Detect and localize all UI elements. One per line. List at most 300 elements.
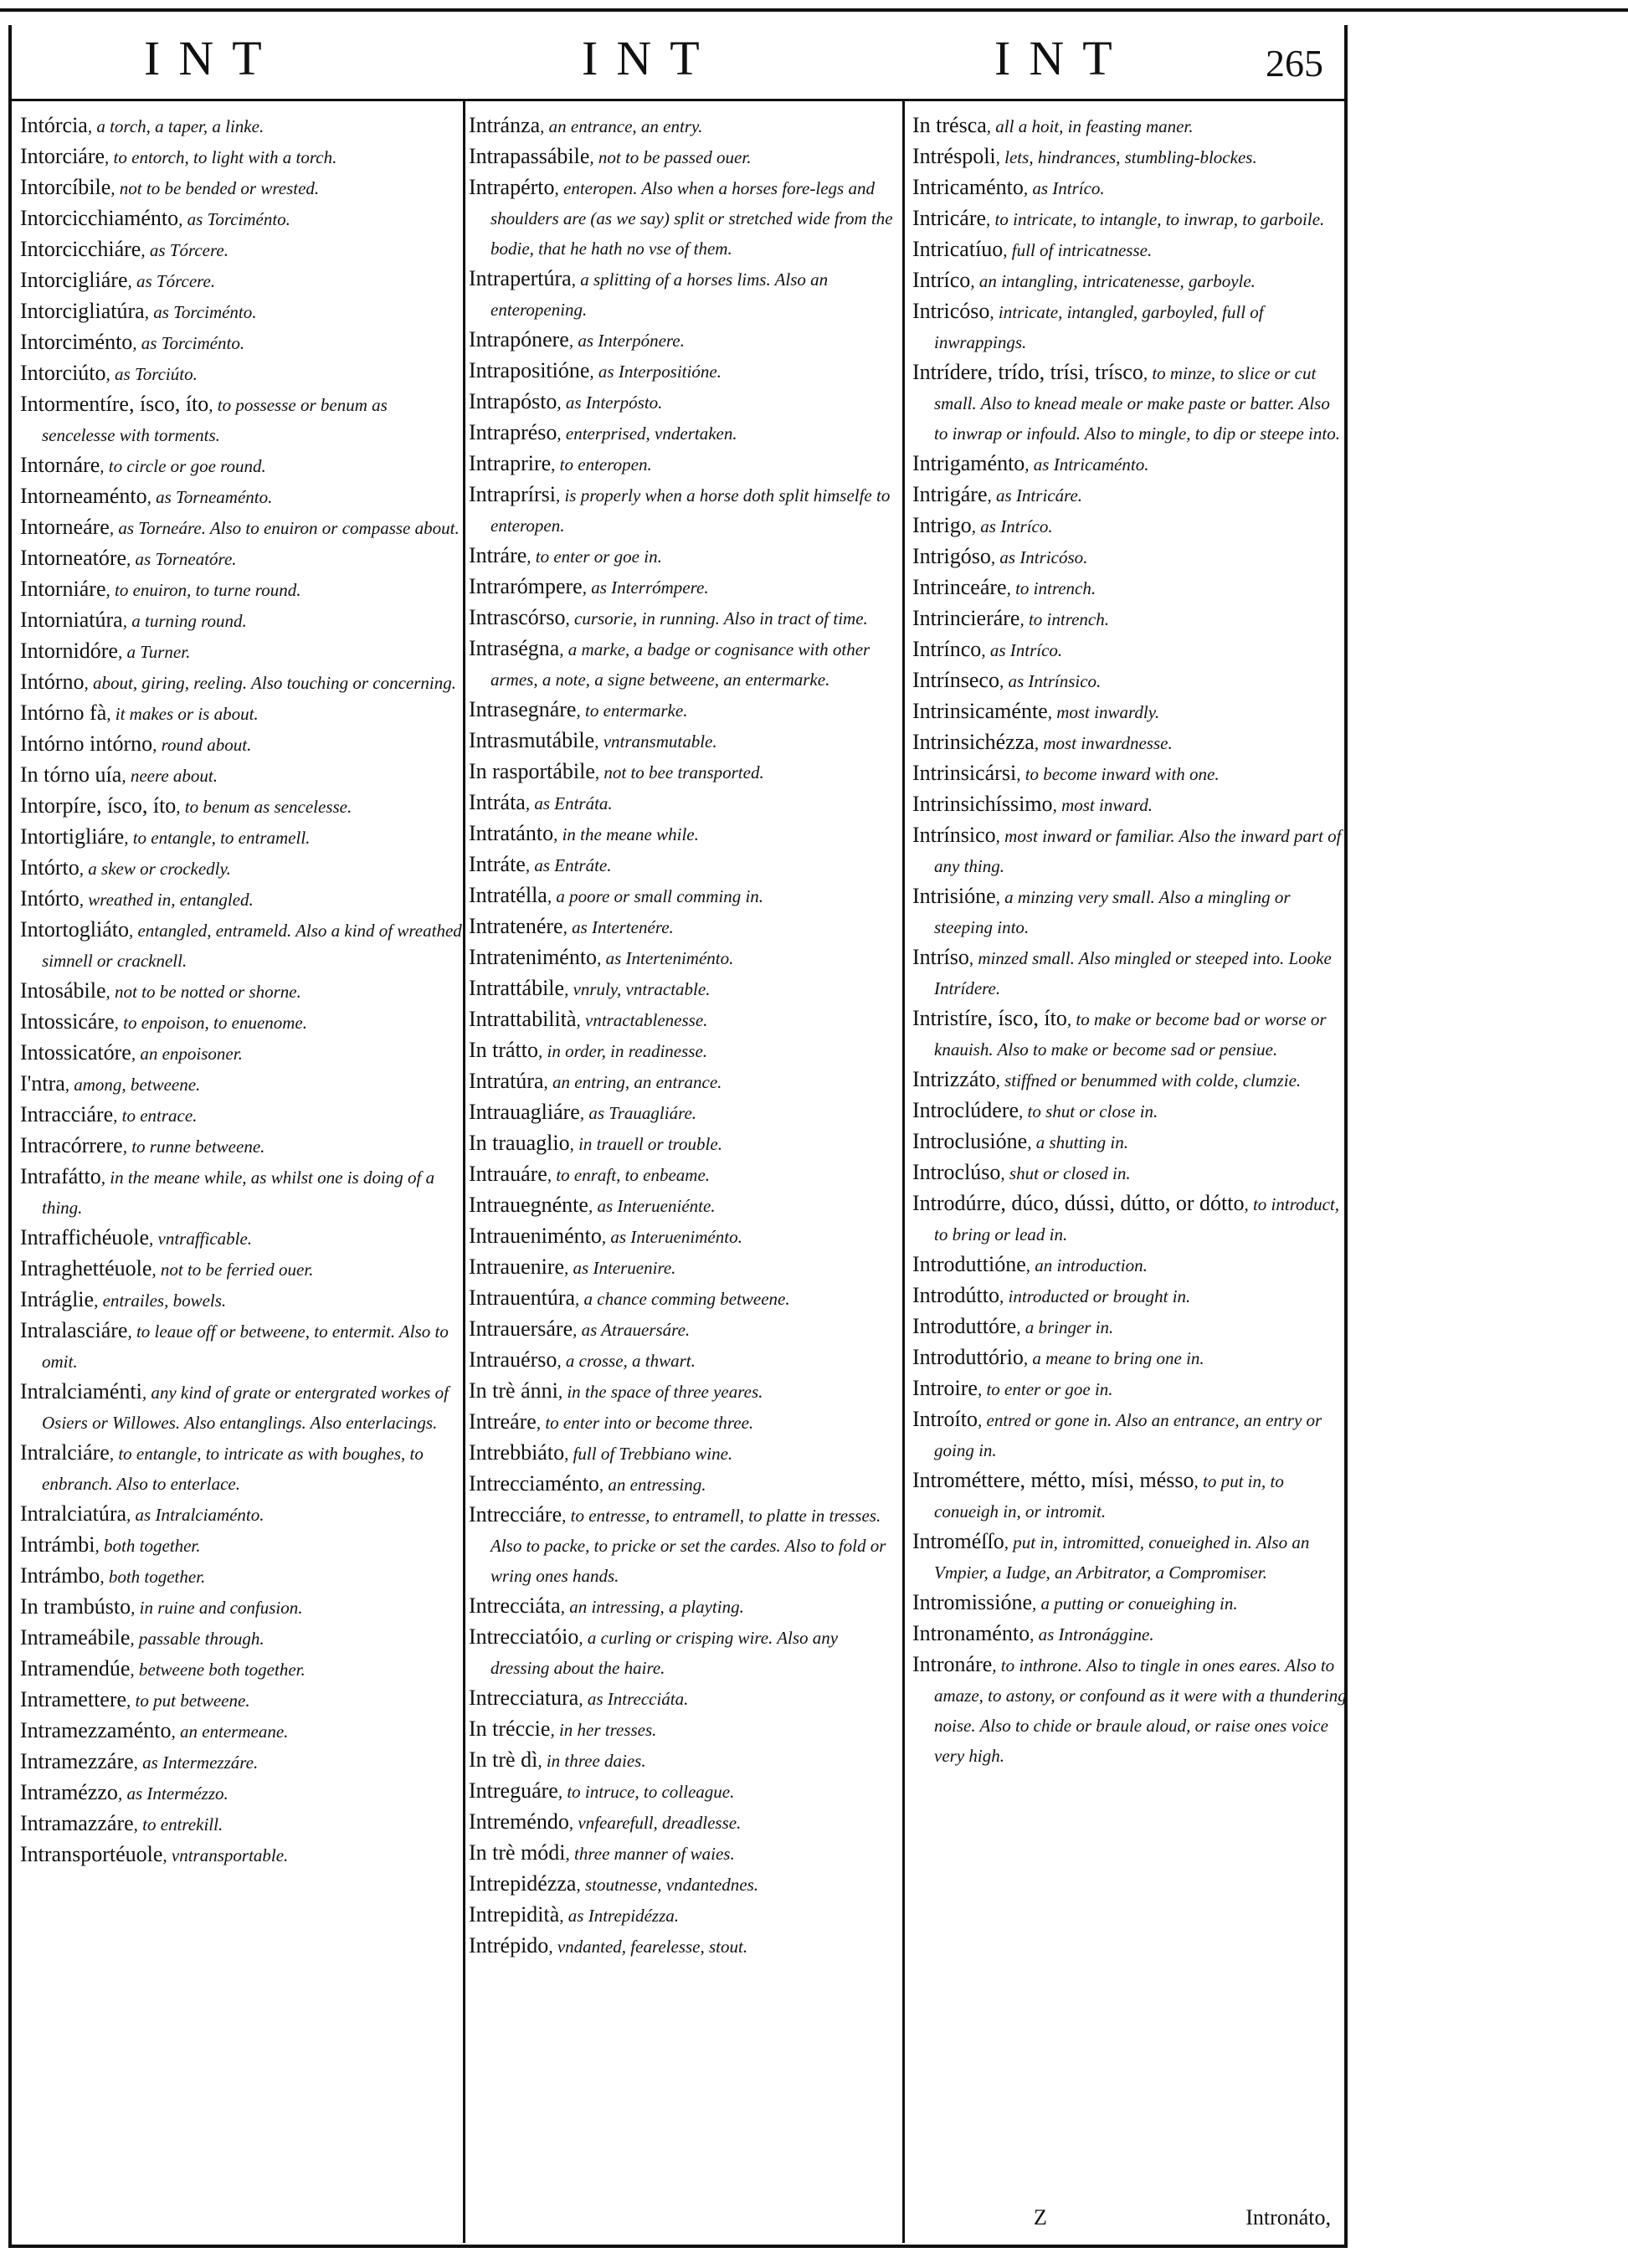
dictionary-entry [20,1685,462,1716]
entry-definition: , to introduct, to bring or lead in. [934,1194,1340,1244]
entry-headword: Intrigo [912,513,972,537]
entry-definition: , minzed small. Also mingled or steeped into. Looke Intrídere. [934,948,1332,998]
dictionary-entry [469,1469,894,1500]
entry-definition: , to entrace. [113,1106,198,1126]
dictionary-entry [20,543,462,574]
dictionary-entry [20,1530,462,1561]
dictionary-entry [912,172,1348,203]
entry-definition: , as Tórcere. [141,240,229,260]
entry-headword: Intraprire [469,451,552,475]
entry-headword: Intraségna [469,636,560,660]
dictionary-entry [20,1007,462,1038]
dictionary-entry [912,1188,1348,1249]
entry-headword: Intossicáre [20,1009,115,1034]
dictionary-entry [912,1373,1348,1404]
entry-headword: Introíto [912,1407,978,1431]
entry-headword: Intratélla [469,883,547,907]
dictionary-entry [20,481,462,512]
entry-headword: Intrafátto [20,1164,101,1188]
top-border [0,8,1628,12]
dictionary-entry [469,480,894,541]
entry-definition: , a turning round. [122,611,247,631]
entry-definition: , as Interueniménto. [601,1227,742,1247]
entry-headword: Intréspoli [912,144,996,168]
entry-definition: , in ruine and confusion. [131,1598,303,1618]
column-3 [912,110,1348,1771]
dictionary-entry [469,849,894,880]
entry-definition: , to entresse, to entramell, to platte in tresses. Also to packe, to pricke or set the cardes. Also to fold or wring ones hands. [490,1506,886,1586]
entry-headword: Intrauérso [469,1347,557,1372]
entry-headword: Intránza [469,113,541,137]
dictionary-entry [20,791,462,822]
entry-definition: , vnruly, vntractable. [564,979,711,999]
entry-headword: Intrépido [469,1933,549,1958]
entry-definition: , to intrench. [1019,609,1110,629]
signature-mark: Z [1034,2205,1047,2230]
dictionary-entry [912,1404,1348,1465]
entry-headword: Intorneaménto [20,484,147,508]
entry-headword: Intrauagliáre [469,1100,580,1124]
entry-headword: Intrapertúra [469,266,572,290]
entry-definition: , as Intrepidézza. [559,1906,680,1926]
dictionary-entry [20,822,462,853]
entry-definition: , to make or become bad or worse or knauish. Also to make or become sad or pensiue. [934,1009,1327,1060]
entry-definition: , as Tórcere. [127,271,216,291]
entry-definition: , to intricate, to intangle, to inwrap, to garboile. [986,209,1325,229]
dictionary-entry [469,1838,894,1869]
entry-headword: Intrigaménto [912,451,1025,475]
dictionary-entry [20,172,462,203]
dictionary-entry [469,788,894,818]
entry-headword: Intraprírsi [469,482,556,506]
entry-headword: Intrauersáre [469,1316,573,1341]
dictionary-entry [469,1376,894,1407]
dictionary-entry [912,1619,1348,1650]
entry-definition: , a bringer in. [1016,1317,1114,1337]
dictionary-entry [469,1252,894,1283]
dictionary-entry [912,449,1348,480]
entry-definition: , to minze, to slice or cut small. Also to knead meale or make paste or batter. Also to inwrap or infould. Also to mingle, to dip or steepe into. [934,363,1340,444]
entry-headword: Intristíre, ísco, íto [912,1006,1067,1030]
dictionary-entry [469,1128,894,1159]
entry-headword: Intramendúe [20,1656,131,1680]
dictionary-entry [20,574,462,605]
entry-headword: Intrinsicársi [912,761,1017,785]
entry-headword: Intrauáre [469,1162,547,1186]
entry-headword: Intrizzáto [912,1067,996,1091]
entry-headword: Intrauenire [469,1255,565,1279]
entry-definition: , among, betweene. [64,1075,201,1095]
entry-definition: , an entrance, an entry. [540,116,703,136]
dictionary-entry [20,1377,462,1438]
dictionary-entry [469,942,894,973]
entry-headword: Intronaménto [912,1621,1030,1645]
entry-definition: , entred or gone in. Also an entrance, an entry or going in. [934,1410,1322,1460]
entry-headword: Intrínco [912,637,982,661]
entry-definition: , vntrafficable. [149,1229,253,1249]
entry-headword: Intralciaménti [20,1379,142,1403]
dictionary-entry [912,1249,1348,1280]
dictionary-entry [469,264,894,325]
entry-headword: Intraueniménto [469,1224,602,1248]
entry-headword: In trauaglio [469,1131,570,1155]
entry-definition: , not to be passed ouer. [589,147,752,167]
dictionary-entry [20,265,462,296]
dictionary-entry [20,915,462,976]
entry-headword: In trambústo [20,1594,131,1619]
entry-definition: , a poore or small comming in. [547,886,764,906]
entry-headword: Intraghettéuole [20,1256,152,1280]
entry-definition: , vndanted, fearelesse, stout. [548,1937,748,1957]
entry-headword: In trésca [912,113,987,137]
entry-definition: , enterprised, vndertaken. [557,423,737,444]
entry-definition: , to runne betweene. [122,1137,265,1157]
dictionary-entry [912,942,1348,1003]
dictionary-entry [912,1157,1348,1188]
entry-definition: , as Torneaménto. [146,487,273,507]
dictionary-entry [20,729,462,760]
entry-headword: Intrarómpere [469,574,583,598]
dictionary-entry [469,172,894,264]
entry-headword: Intramezzaménto [20,1718,172,1742]
entry-definition: , both together. [95,1536,201,1556]
entry-headword: Introduttóre [912,1314,1017,1338]
entry-definition: , all a hoit, in feasting maner. [986,116,1194,136]
entry-definition: , as Torneatóre. [126,549,237,569]
entry-headword: Intrebbiáto [469,1440,565,1465]
dictionary-entry [469,541,894,572]
dictionary-entry [469,356,894,387]
entry-definition: , to enteropen. [551,454,652,475]
dictionary-entry [20,327,462,358]
dictionary-entry [912,357,1348,449]
entry-headword: Intossicatóre [20,1040,131,1065]
entry-headword: Introdútto [912,1283,999,1307]
dictionary-entry [469,1900,894,1931]
entry-headword: Intorniáre [20,577,106,601]
dictionary-entry [912,1342,1348,1373]
page-footer [912,2205,1348,2239]
entry-definition: , to put betweene. [126,1691,250,1711]
dictionary-entry [469,1066,894,1097]
dictionary-entry [469,973,894,1004]
running-head-right: INT [994,31,1131,85]
dictionary-entry [912,665,1348,696]
entry-definition: , as Intricaménto. [1025,454,1149,475]
entry-headword: Intórcia [20,113,88,137]
dictionary-entry [469,418,894,449]
dictionary-entry [912,541,1348,572]
entry-headword: Intorcicchiáre [20,237,141,261]
entry-headword: Intórto [20,886,80,911]
dictionary-entry [912,1096,1348,1126]
entry-headword: Introclúso [912,1160,1001,1184]
entry-headword: Intracciáre [20,1102,114,1126]
entry-headword: Intreméndo [469,1809,569,1834]
entry-definition: , to leaue off or betweene, to entermit. Also to omit. [42,1321,449,1372]
entry-headword: Intrigóso [912,544,991,568]
entry-headword: Intrapassábile [469,144,590,168]
entry-definition: , about, giring, reeling. Also touching or concerning. [84,673,457,693]
dictionary-entry [20,512,462,543]
entry-definition: , as Intricóso. [990,547,1088,567]
page-number: 265 [1266,42,1323,85]
dictionary-entry [20,1316,462,1377]
dictionary-entry [912,1465,1348,1527]
dictionary-entry [469,1869,894,1900]
dictionary-entry [912,265,1348,296]
entry-headword: Intrínsico [912,823,996,847]
column-1 [20,110,462,1870]
entry-definition: , to become inward with one. [1016,764,1220,784]
dictionary-entry [469,110,894,141]
entry-definition: , as Entráta. [525,793,613,813]
entry-headword: Intrapréso [469,420,557,444]
entry-definition: , as Torciménto. [132,333,245,353]
entry-definition: , to entrekill. [133,1814,223,1834]
entry-definition: , as Intronággine. [1030,1624,1154,1645]
entry-headword: Intricaménto [912,175,1024,199]
dictionary-entry [469,1283,894,1314]
entry-definition: , as Intricáre. [987,485,1083,505]
entry-definition: , a shutting in. [1027,1132,1128,1152]
dictionary-entry [20,110,462,141]
entry-definition: , as Interuenire. [564,1258,676,1278]
entry-headword: Intransportéuole [20,1842,163,1866]
entry-definition: , in the meane while. [553,824,699,844]
entry-headword: Intrecciaménto [469,1471,599,1496]
dictionary-entry [469,572,894,603]
entry-headword: Intrinsicaménte [912,699,1048,723]
entry-definition: , an entressing. [598,1475,706,1495]
entry-headword: In trátto [469,1038,539,1062]
dictionary-entry [912,696,1348,727]
dictionary-entry [20,234,462,265]
entry-headword: Introire [912,1376,978,1400]
entry-definition: , enteropen. Also when a horses fore-legs and shoulders are (as we say) split or stretched wide from the bodie, that he hath no vse of them. [490,178,893,259]
entry-headword: In trè dì [469,1747,538,1772]
entry-headword: Intórno [20,670,85,694]
dictionary-entry [469,1500,894,1591]
entry-headword: In tréccie [469,1716,551,1741]
dictionary-entry [469,818,894,849]
entry-definition: , in the meane while, as whilst one is doing of a thing. [42,1167,435,1218]
dictionary-entry [912,141,1348,172]
dictionary-entry [20,1069,462,1100]
entry-headword: Intrepidézza [469,1871,577,1896]
entry-definition: , as Entráte. [525,855,612,875]
entry-definition: , to entermarke. [576,700,688,721]
entry-headword: Intreguáre [469,1778,558,1803]
entry-definition: , is properly when a horse doth split himselfe to enteropen. [490,485,891,536]
entry-definition: , as Interpósto. [557,393,663,413]
entry-definition: , as Torciménto. [144,302,257,322]
entry-headword: Intrinsichézza [912,730,1035,754]
entry-headword: Intorciúto [20,361,106,385]
entry-headword: Intorcigliatúra [20,299,145,323]
dictionary-entry [20,203,462,234]
entry-definition: , most inwardnesse. [1034,733,1173,753]
entry-definition: , to benum as sencelesse. [176,797,352,817]
entry-definition: , full of intricatnesse. [1003,240,1153,260]
dictionary-entry [912,480,1348,511]
entry-headword: Intorciménto [20,330,133,354]
entry-headword: Intortigliáre [20,824,125,849]
entry-headword: Intrinceáre [912,575,1007,599]
entry-definition: , an entermeane. [171,1722,289,1742]
entry-definition: , an intressing, a playting. [560,1597,744,1617]
entry-headword: Intralciatúra [20,1501,127,1526]
entry-headword: Intrasmutábile [469,728,595,752]
entry-headword: Intorcíbile [20,175,111,199]
entry-headword: Intrecciáta [469,1593,561,1618]
entry-headword: Introclusióne [912,1129,1028,1153]
entry-headword: Intornáre [20,453,100,477]
dictionary-entry [20,760,462,791]
entry-headword: Intramezzáre [20,1749,134,1773]
entry-definition: , a crosse, a thwart. [557,1351,696,1371]
entry-definition: , both together. [100,1567,206,1587]
dictionary-entry [912,203,1348,234]
entry-definition: , to intrench. [1006,578,1096,598]
entry-headword: Intorneáre [20,515,110,539]
entry-definition: , entangled, entrameld. Also a kind of wreathed simnell or cracknell. [42,921,462,971]
entry-headword: Intraffichéuole [20,1225,149,1249]
dictionary-entry [20,1499,462,1530]
entry-definition: , a chance comming betweene. [575,1289,790,1309]
entry-headword: Intorneatóre [20,546,127,570]
dictionary-entry [20,884,462,915]
entry-headword: Intrapérto [469,175,555,199]
dictionary-entry [20,1223,462,1254]
entry-definition: , entrailes, bowels. [94,1291,227,1311]
entry-definition: , passable through. [130,1629,264,1649]
entry-definition: , as Intralciaménto. [126,1505,264,1525]
dictionary-entry [20,1285,462,1316]
dictionary-entry [20,667,462,698]
entry-headword: Intralasciáre [20,1318,128,1342]
dictionary-entry [469,1745,894,1776]
dictionary-entry [912,881,1348,942]
entry-headword: Intrameábile [20,1625,131,1650]
dictionary-entry [20,853,462,884]
entry-definition: , as Torneáre. Also to enuiron or compasse about. [109,518,460,538]
dictionary-entry [20,1623,462,1654]
dictionary-entry [20,1438,462,1499]
dictionary-entry [912,758,1348,789]
entry-definition: , shut or closed in. [1000,1163,1131,1183]
entry-headword: Intricóso [912,299,990,323]
entry-headword: Intricáre [912,206,987,230]
entry-headword: Intrámbi [20,1532,95,1557]
entry-definition: , a skew or crockedly. [79,859,231,879]
dictionary-entry [912,820,1348,881]
entry-headword: Intrídere, trído, trísi, trísco [912,360,1143,384]
entry-definition: , wreathed in, entangled. [79,890,254,910]
entry-definition: , to entangle, to intricate as with boughes, to enbranch. Also to enterlace. [42,1444,424,1494]
entry-headword: Introduttório [912,1345,1024,1369]
dictionary-entry [912,603,1348,634]
entry-definition: , vntransmutable. [594,731,717,752]
entry-headword: Intramettere [20,1687,127,1711]
entry-definition: , a marke, a badge or cognisance with other armes, a note, a signe betweene, an entermarke. [490,639,870,690]
entry-definition: , to enter into or become three. [536,1413,754,1433]
entry-definition: , any kind of grate or entergrated workes of Osiers or Willowes. Also entanglings. Also enterlacings. [42,1383,449,1433]
entry-headword: Intrinsichíssimo [912,792,1053,816]
entry-definition: , a curling or crisping wire. Also any dressing about the haire. [490,1628,839,1678]
entry-definition: , to shut or close in. [1019,1101,1158,1121]
entry-definition: , to entorch, to light with a torch. [105,147,337,167]
entry-definition: , an intangling, intricatenesse, garboyle. [970,271,1256,291]
entry-definition: , betweene both together. [130,1660,306,1680]
entry-definition: , as Intrínsico. [999,671,1102,691]
dictionary-entry [469,1776,894,1807]
dictionary-entry [912,789,1348,820]
entry-headword: In rasportábile [469,759,595,783]
entry-definition: , not to be ferried ouer. [152,1260,314,1280]
dictionary-entry [912,1311,1348,1342]
dictionary-entry [20,1100,462,1131]
entry-definition: , in the space of three yeares. [557,1382,763,1402]
entry-headword: Intreáre [469,1409,537,1434]
entry-definition: , to circle or goe round. [100,456,266,476]
entry-headword: In trè módi [469,1840,566,1865]
entry-headword: Intórno intórno [20,731,153,756]
entry-headword: Intrámbo [20,1563,100,1588]
entry-headword: Intramézzo [20,1780,118,1804]
running-head-left: INT [144,31,280,85]
dictionary-entry [469,1004,894,1035]
entry-definition: , full of Trebbiano wine. [564,1444,733,1464]
entry-headword: In tórno uía [20,762,122,787]
entry-headword: Intrecciatóio [469,1624,579,1649]
entry-definition: , lets, hindrances, stumbling-blockes. [995,147,1257,167]
entry-definition: , as Intertenére. [562,917,674,937]
dictionary-entry [20,1038,462,1069]
entry-definition: , an introduction. [1025,1255,1148,1275]
entry-definition: , vnfearefull, dreadlesse. [568,1813,742,1833]
entry-headword: Intrecciáre [469,1502,562,1527]
entry-headword: Intratúra [469,1069,544,1093]
dictionary-entry [469,1097,894,1128]
dictionary-entry [469,1345,894,1376]
entry-definition: , introducted or brought in. [999,1286,1191,1306]
dictionary-entry [469,1591,894,1622]
entry-definition: , as Interteniménto. [597,948,734,968]
entry-definition: , it makes or is about. [106,704,259,724]
entry-headword: Introméſſo [912,1529,1004,1553]
dictionary-entry [469,695,894,726]
catchword: Intronáto, [1245,2205,1331,2230]
entry-definition: , stiffned or benummed with colde, clumzie. [995,1070,1302,1090]
dictionary-entry [20,358,462,389]
entry-headword: Intrínseco [912,668,999,692]
entry-headword: Intramazzáre [20,1811,134,1835]
entry-definition: , as Interpositióne. [589,362,722,382]
entry-headword: Intosábile [20,978,106,1003]
dictionary-entry [469,1221,894,1252]
dictionary-entry [20,636,462,667]
entry-headword: Intronáre [912,1652,993,1676]
entry-headword: Intráglie [20,1287,95,1311]
entry-definition: , to enter or goe in. [977,1379,1113,1399]
dictionary-entry [20,1778,462,1809]
entry-definition: , as Interrómpere. [582,577,709,598]
dictionary-entry [20,1561,462,1592]
entry-headword: Intortogliáto [20,917,129,942]
entry-definition: , most inward or familiar. Also the inward part of any thing. [934,826,1342,876]
entry-definition: , as Atrauersáre. [573,1320,691,1340]
